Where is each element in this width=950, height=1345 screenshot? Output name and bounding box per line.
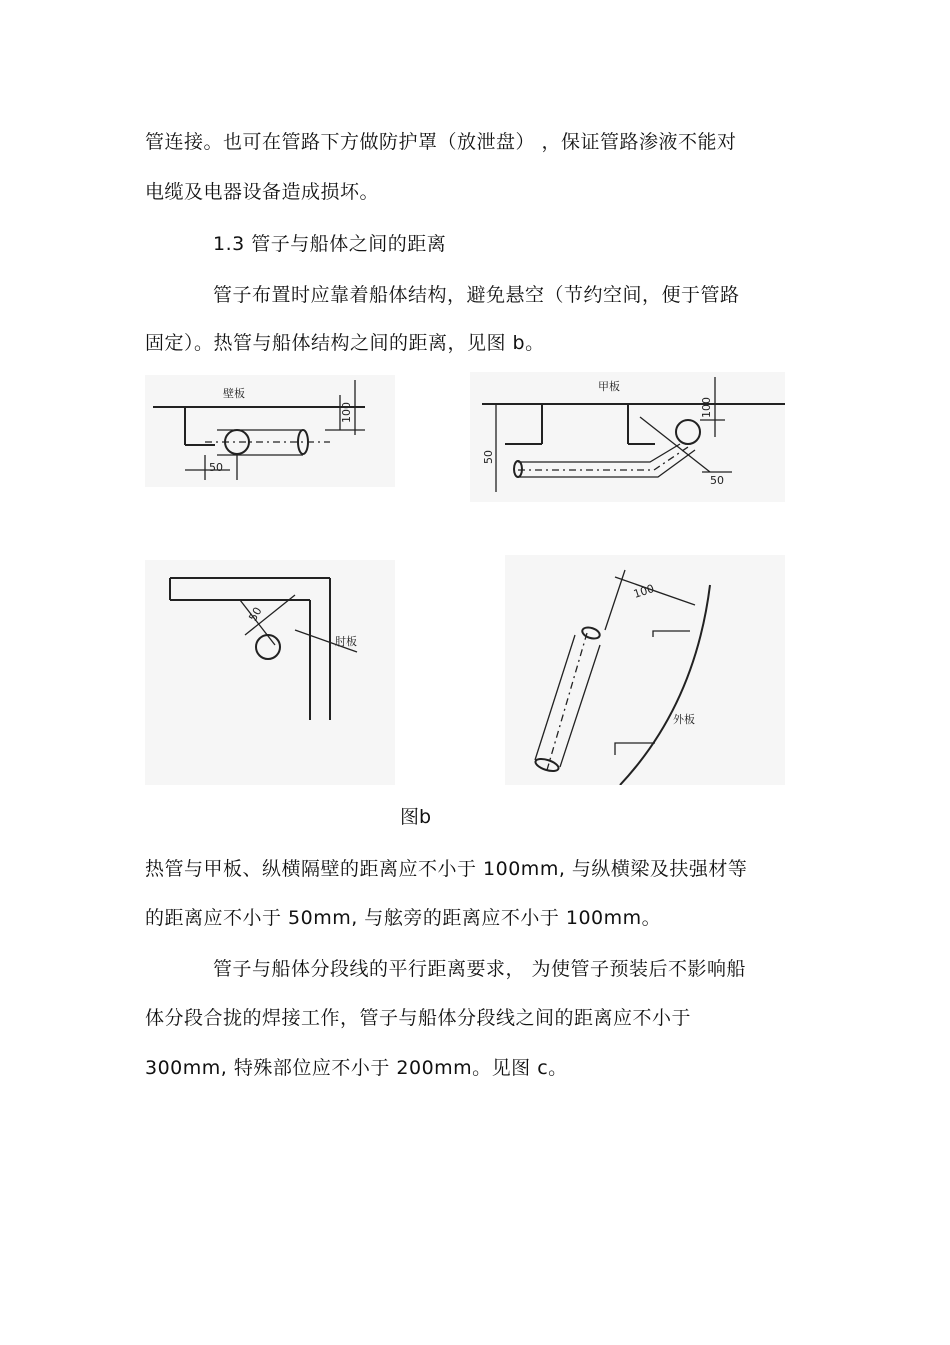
dimension-label: 50: [482, 450, 495, 464]
figure-b-panel-d: [505, 555, 785, 785]
text-line: 的距离应不小于 50mm, 与舷旁的距离应不小于 100mm。: [145, 907, 662, 929]
text-line: 固定）。热管与船体结构之间的距离，见图 b。: [145, 332, 545, 354]
text-line: 体分段合拢的焊接工作，管子与船体分段线之间的距离应不小于: [145, 1007, 692, 1029]
text-line: 管连接。也可在管路下方做防护罩（放泄盘） ，保证管路渗液不能对: [145, 131, 737, 153]
figure-b-panel-a: [145, 375, 395, 487]
figure-caption: 图b: [400, 806, 432, 828]
dimension-label: 100: [340, 402, 353, 423]
label-bulkhead: 壁板: [223, 387, 245, 400]
label-plate: 肘板: [335, 635, 357, 648]
dimension-label: 100: [631, 582, 656, 601]
text-line: 300mm, 特殊部位应不小于 200mm。见图 c。: [145, 1057, 568, 1079]
section-heading: 1.3 管子与船体之间的距离: [213, 233, 447, 255]
text-line: 管子与船体分段线的平行距离要求， 为使管子预装后不影响船: [213, 958, 747, 980]
dimension-label: 50: [246, 604, 265, 624]
label-shell: 外板: [673, 713, 695, 726]
figure-b-panel-c: [145, 560, 395, 785]
text-line: 电缆及电器设备造成损坏。: [145, 181, 380, 203]
dimension-label: 50: [710, 474, 724, 487]
text-line: 管子布置时应靠着船体结构，避免悬空（节约空间，便于管路: [213, 284, 740, 306]
label-deck: 甲板: [598, 380, 620, 393]
text-line: 热管与甲板、纵横隔壁的距离应不小于 100mm, 与纵横梁及扶强材等: [145, 858, 748, 880]
figure-b-panel-b: [470, 372, 785, 502]
dimension-label: 100: [700, 397, 713, 418]
dimension-label: 50: [209, 461, 223, 474]
